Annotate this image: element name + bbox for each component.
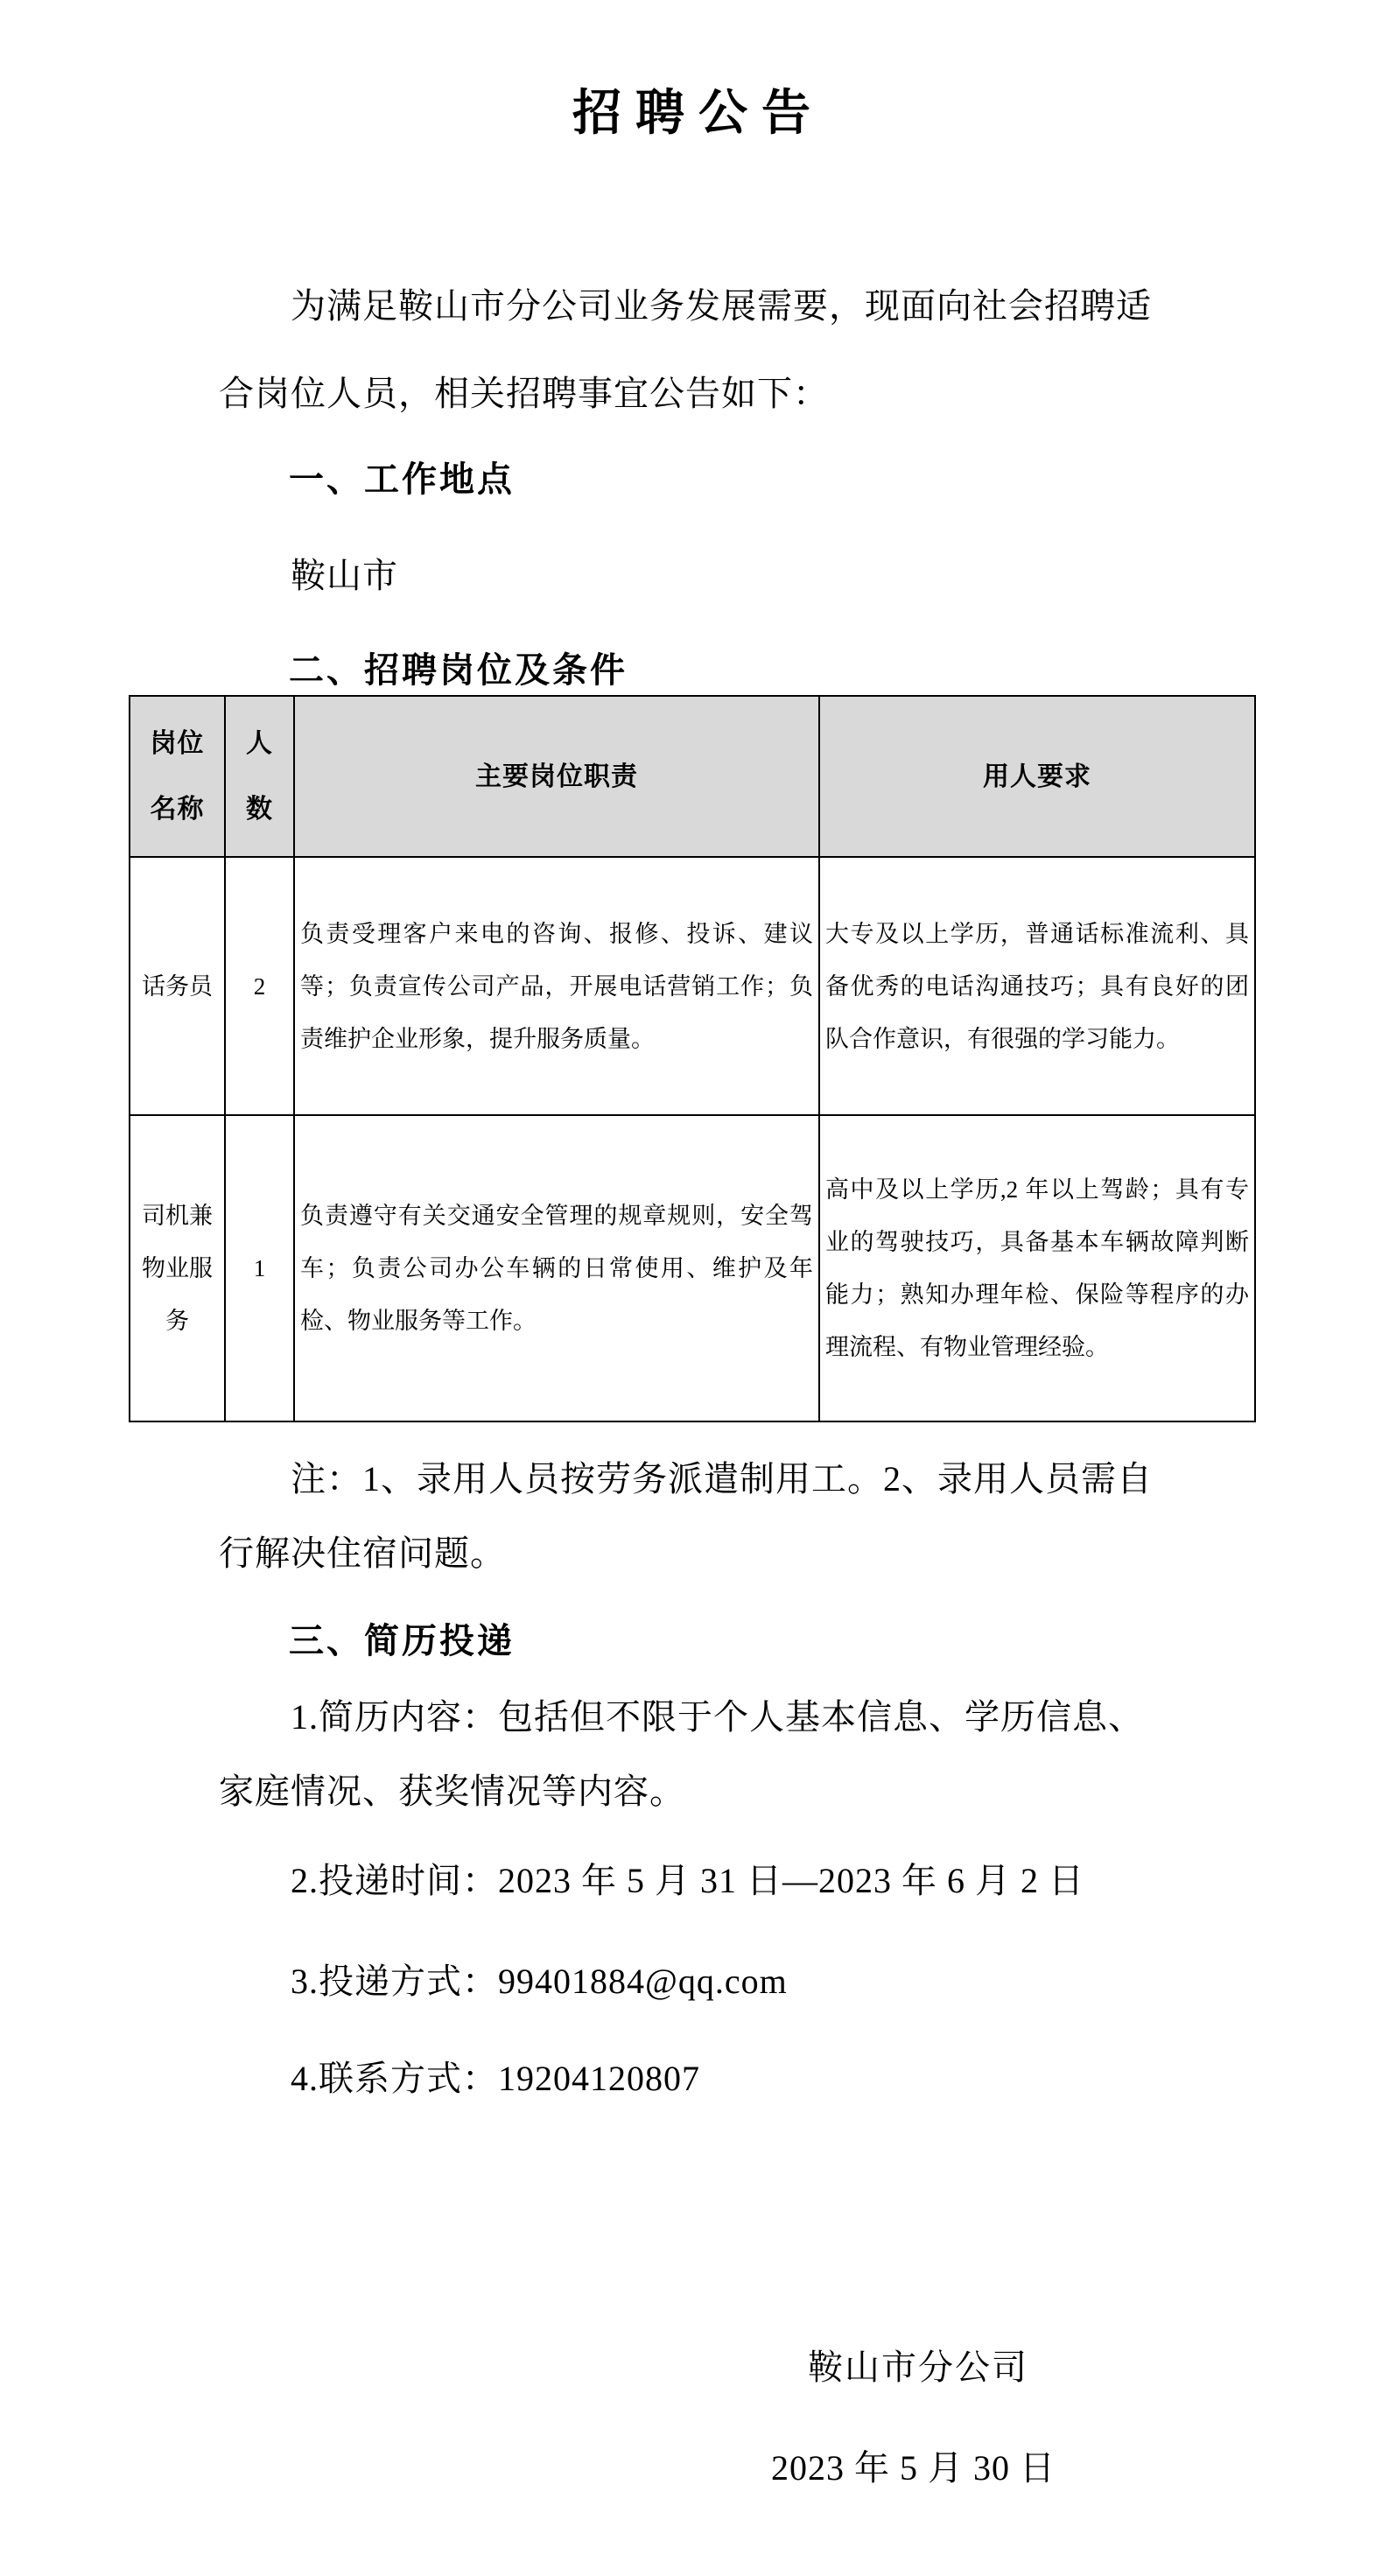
section-heading-work-location: 一、工作地点 bbox=[289, 460, 515, 499]
positions-table-body bbox=[130, 857, 1255, 1421]
resume-item-time: 2.投递时间：2023 年 5 月 31 日—2023 年 6 月 2 日 bbox=[291, 1861, 1084, 1900]
resume-item-method: 3.投递方式：99401884@qq.com bbox=[291, 1962, 788, 2001]
resume-item-contact: 4.联系方式：19204120807 bbox=[291, 2059, 700, 2098]
table-row-driver bbox=[130, 1115, 1255, 1421]
table-row-operator bbox=[130, 857, 1255, 1115]
signature-company: 鞍山市分公司 bbox=[808, 2348, 1028, 2387]
page-title: 招聘公告 bbox=[572, 87, 824, 141]
cell-headcount: 1 bbox=[225, 1115, 294, 1421]
work-location-text: 鞍山市 bbox=[291, 556, 398, 595]
positions-table bbox=[129, 695, 1256, 1422]
resume-item-content: 1.简历内容：包括但不限于个人基本信息、学历信息、家庭情况、获奖情况等内容。 bbox=[219, 1697, 1144, 1811]
intro-paragraph: 为满足鞍山市分公司业务发展需要，现面向社会招聘适合岗位人员，相关招聘事宜公告如下： bbox=[219, 286, 1152, 413]
col-header-headcount: 人数 bbox=[225, 696, 294, 857]
signature-date: 2023 年 5 月 30 日 bbox=[771, 2448, 1056, 2488]
section-heading-positions: 二、招聘岗位及条件 bbox=[289, 651, 628, 690]
header-row bbox=[130, 696, 1255, 857]
positions-table-header bbox=[130, 696, 1255, 857]
col-header-requirements: 用人要求 bbox=[819, 696, 1255, 857]
cell-position-name: 司机兼物业服务 bbox=[130, 1115, 225, 1421]
cell-headcount: 2 bbox=[225, 857, 294, 1115]
cell-duties: 负责遵守有关交通安全管理的规章规则，安全驾车；负责公司办公车辆的日常使用、维护及年检、物业服务等工作。 bbox=[294, 1115, 819, 1421]
col-header-duties: 主要岗位职责 bbox=[294, 696, 819, 857]
note-paragraph: 注：1、录用人员按劳务派遣制用工。2、录用人员需自行解决住宿问题。 bbox=[219, 1459, 1153, 1573]
section-heading-resume: 三、简历投递 bbox=[289, 1622, 515, 1660]
cell-duties: 负责受理客户来电的咨询、报修、投诉、建议等；负责宣传公司产品，开展电话营销工作；负责维护企业形象，提升服务质量。 bbox=[294, 857, 819, 1115]
cell-requirements: 高中及以上学历,2 年以上驾龄；具有专业的驾驶技巧，具备基本车辆故障判断能力；熟知办理年检、保险等程序的办理流程、有物业管理经验。 bbox=[819, 1115, 1255, 1421]
col-header-position-name: 岗位名称 bbox=[130, 696, 225, 857]
cell-requirements: 大专及以上学历，普通话标准流利、具备优秀的电话沟通技巧；具有良好的团队合作意识，有很强的学习能力。 bbox=[819, 857, 1255, 1115]
cell-position-name: 话务员 bbox=[130, 857, 225, 1115]
